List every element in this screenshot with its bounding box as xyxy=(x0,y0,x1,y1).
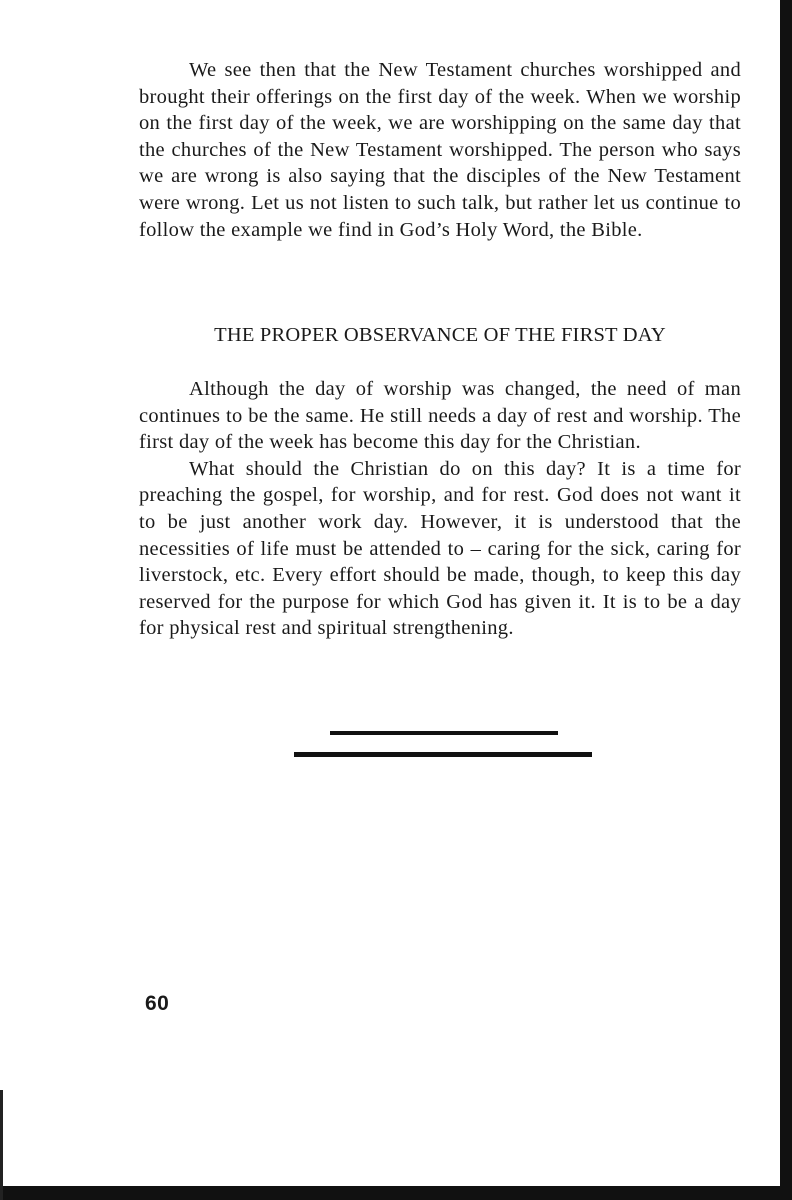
page-number: 60 xyxy=(145,992,170,1015)
section-heading: THE PROPER OBSERVANCE OF THE FIRST DAY xyxy=(214,324,666,346)
section-divider-short xyxy=(330,731,558,735)
section-divider-long xyxy=(294,752,592,757)
text-column-top xyxy=(139,57,741,243)
paragraph-day-of-rest: Although the day of worship was changed, the need of man continues to be the same. He still needs a day of rest and worship. The first day of the week has become this day for the Christian. xyxy=(139,378,741,454)
paragraph-new-testament-worship: We see then that the New Testament churches worshipped and brought their offerings on the first day of the week. When we worship on the first day of the week, we are worshipping on the same day that the churches of the New Testament worshipped. The person who says we are wrong is also saying that the disciples of the New Testament were wrong. Let us not listen to such talk, but rather let us continue to follow the example we find in God’s Holy Word, the Bible. xyxy=(139,59,741,241)
paragraph-christian-duties: What should the Christian do on this day? It is a time for preaching the gospel, for worship, and for rest. God does not want it to be just another work day. However, it is understood that the necessities of life must be attended to – caring for the sick, caring for liverstock, etc. Every effort should be made, though, to keep this day reserved for the purpose for which God has given it. It is to be a day for physical rest and spiritual strengthening. xyxy=(139,457,741,640)
scan-edge-left xyxy=(0,1090,3,1200)
text-column-bottom xyxy=(139,376,741,642)
scan-edge-bottom xyxy=(0,1186,792,1200)
scan-edge-right xyxy=(780,0,792,1200)
